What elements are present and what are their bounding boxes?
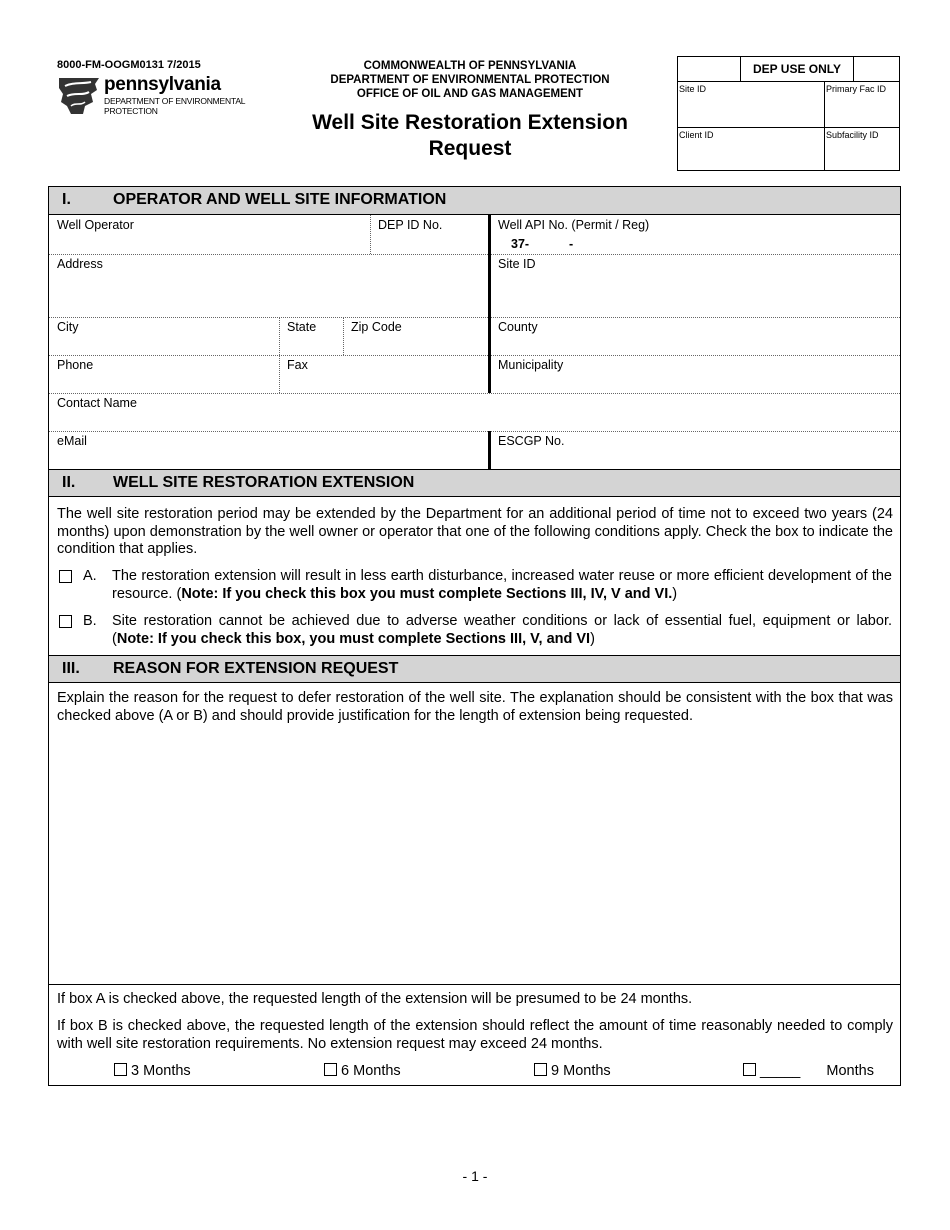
6-months-label: 6 Months: [341, 1063, 401, 1079]
section-3-header: [49, 655, 900, 683]
state-field[interactable]: State: [287, 320, 317, 334]
option-custom-months: [743, 1063, 874, 1079]
agency-line-3: OFFICE OF OIL AND GAS MANAGEMENT: [356, 88, 584, 100]
option-a-checkbox[interactable]: [59, 570, 72, 583]
phone-field[interactable]: Phone: [57, 358, 94, 372]
address-field[interactable]: Address: [57, 257, 103, 271]
box-b-note: If box B is checked above, the requested length of the extension should reflect the amount of time reasonably needed to comply with well site restoration requirements. No extension request may exceed 24 months.: [57, 1018, 893, 1052]
form-title-line-2: Request: [428, 137, 512, 160]
section-1-title: OPERATOR AND WELL SITE INFORMATION: [113, 191, 447, 208]
section-2-number: II.: [62, 474, 76, 491]
option-a-close: ): [672, 585, 678, 602]
section-1-number: I.: [62, 191, 71, 208]
section-2-header: [49, 469, 900, 497]
section-2-title: WELL SITE RESTORATION EXTENSION: [113, 474, 415, 491]
dep-site-id-label: Site ID: [679, 84, 707, 94]
option-a-note: Note: If you check this box you must complete Sections III, IV, V and VI.: [181, 585, 673, 602]
well-operator-field[interactable]: Well Operator: [57, 218, 134, 232]
escgp-field[interactable]: ESCGP No.: [498, 434, 565, 448]
6-months-checkbox[interactable]: [324, 1063, 337, 1076]
option-b-letter: B.: [83, 613, 97, 629]
well-api-field[interactable]: Well API No. (Permit / Reg): [498, 218, 650, 232]
section-1-header: [49, 187, 900, 215]
agency-header: [300, 59, 640, 101]
form-title: [290, 110, 650, 162]
api-prefix: 37-: [511, 237, 530, 251]
option-6-months: [324, 1063, 401, 1079]
option-b-row: [49, 613, 902, 649]
zip-code-field[interactable]: Zip Code: [351, 320, 402, 334]
dep-subfacility-id-label: Subfacility ID: [826, 130, 879, 140]
city-field[interactable]: City: [57, 320, 79, 334]
pennsylvania-keystone-logo-icon: [57, 76, 101, 116]
application-form: [48, 186, 901, 1086]
option-a-row: [49, 568, 902, 604]
dep-client-id-label: Client ID: [679, 130, 714, 140]
3-months-label: 3 Months: [131, 1063, 191, 1079]
option-b-text: Site restoration cannot be achieved due to adverse weather conditions or lack of essential fuel, equipment or labor. (: [112, 613, 892, 647]
agency-line-2: DEPARTMENT OF ENVIRONMENTAL PROTECTION: [330, 74, 610, 86]
section-2-intro: The well site restoration period may be extended by the Department for an additional period of time not to exceed two years (24 months) upon demonstration by the well owner or operator that one of the following conditions apply. Check the box to indicate the condition that applies.: [57, 506, 893, 557]
dep-use-only-box: [677, 56, 900, 171]
option-a-text: The restoration extension will result in less earth disturbance, increased water reuse or more efficient development of the resource. (: [112, 568, 892, 602]
option-9-months: [534, 1063, 611, 1079]
agency-line-1: COMMONWEALTH OF PENNSYLVANIA: [363, 60, 577, 72]
contact-name-field[interactable]: Contact Name: [57, 396, 137, 410]
explanation-textarea[interactable]: [49, 732, 900, 982]
fax-field[interactable]: Fax: [287, 358, 308, 372]
email-field[interactable]: eMail: [57, 434, 87, 448]
9-months-checkbox[interactable]: [534, 1063, 547, 1076]
option-b-checkbox[interactable]: [59, 615, 72, 628]
page-number: - 1 -: [462, 1168, 488, 1184]
box-a-note: If box A is checked above, the requested length of the extension will be presumed to be 24 months.: [57, 991, 693, 1007]
section-3-number: III.: [62, 660, 80, 677]
custom-months-checkbox[interactable]: [743, 1063, 756, 1076]
section-3-instructions: Explain the reason for the request to defer restoration of the well site. The explanation should be consistent with the box that was checked above (A or B) and should provide justification for the length of extension being requested.: [57, 690, 893, 724]
option-a-description: [112, 568, 892, 603]
option-b-description: [112, 613, 892, 648]
form-number: 8000-FM-OOGM0131 7/2015: [57, 59, 201, 71]
3-months-checkbox[interactable]: [114, 1063, 127, 1076]
option-3-months: [114, 1063, 191, 1079]
section-3-title: REASON FOR EXTENSION REQUEST: [113, 660, 399, 677]
site-id-field[interactable]: Site ID: [498, 257, 536, 271]
custom-months-label: Months: [826, 1063, 874, 1079]
custom-months-blank[interactable]: _____: [760, 1063, 801, 1079]
form-title-line-1: Well Site Restoration Extension: [312, 111, 628, 134]
option-a-letter: A.: [83, 568, 97, 584]
api-dash: -: [569, 237, 574, 251]
dep-id-field[interactable]: DEP ID No.: [378, 218, 443, 232]
municipality-field[interactable]: Municipality: [498, 358, 564, 372]
option-b-note: Note: If you check this box, you must complete Sections III, V, and VI: [116, 630, 591, 647]
logo-department: DEPARTMENT OF ENVIRONMENTAL PROTECTION: [104, 96, 246, 116]
dep-primary-fac-id-label: Primary Fac ID: [826, 84, 887, 94]
option-b-close: ): [590, 630, 595, 647]
logo-wordmark: pennsylvania: [104, 74, 221, 95]
county-field[interactable]: County: [498, 320, 538, 334]
9-months-label: 9 Months: [551, 1063, 611, 1079]
dep-use-only-heading: DEP USE ONLY: [740, 57, 854, 81]
